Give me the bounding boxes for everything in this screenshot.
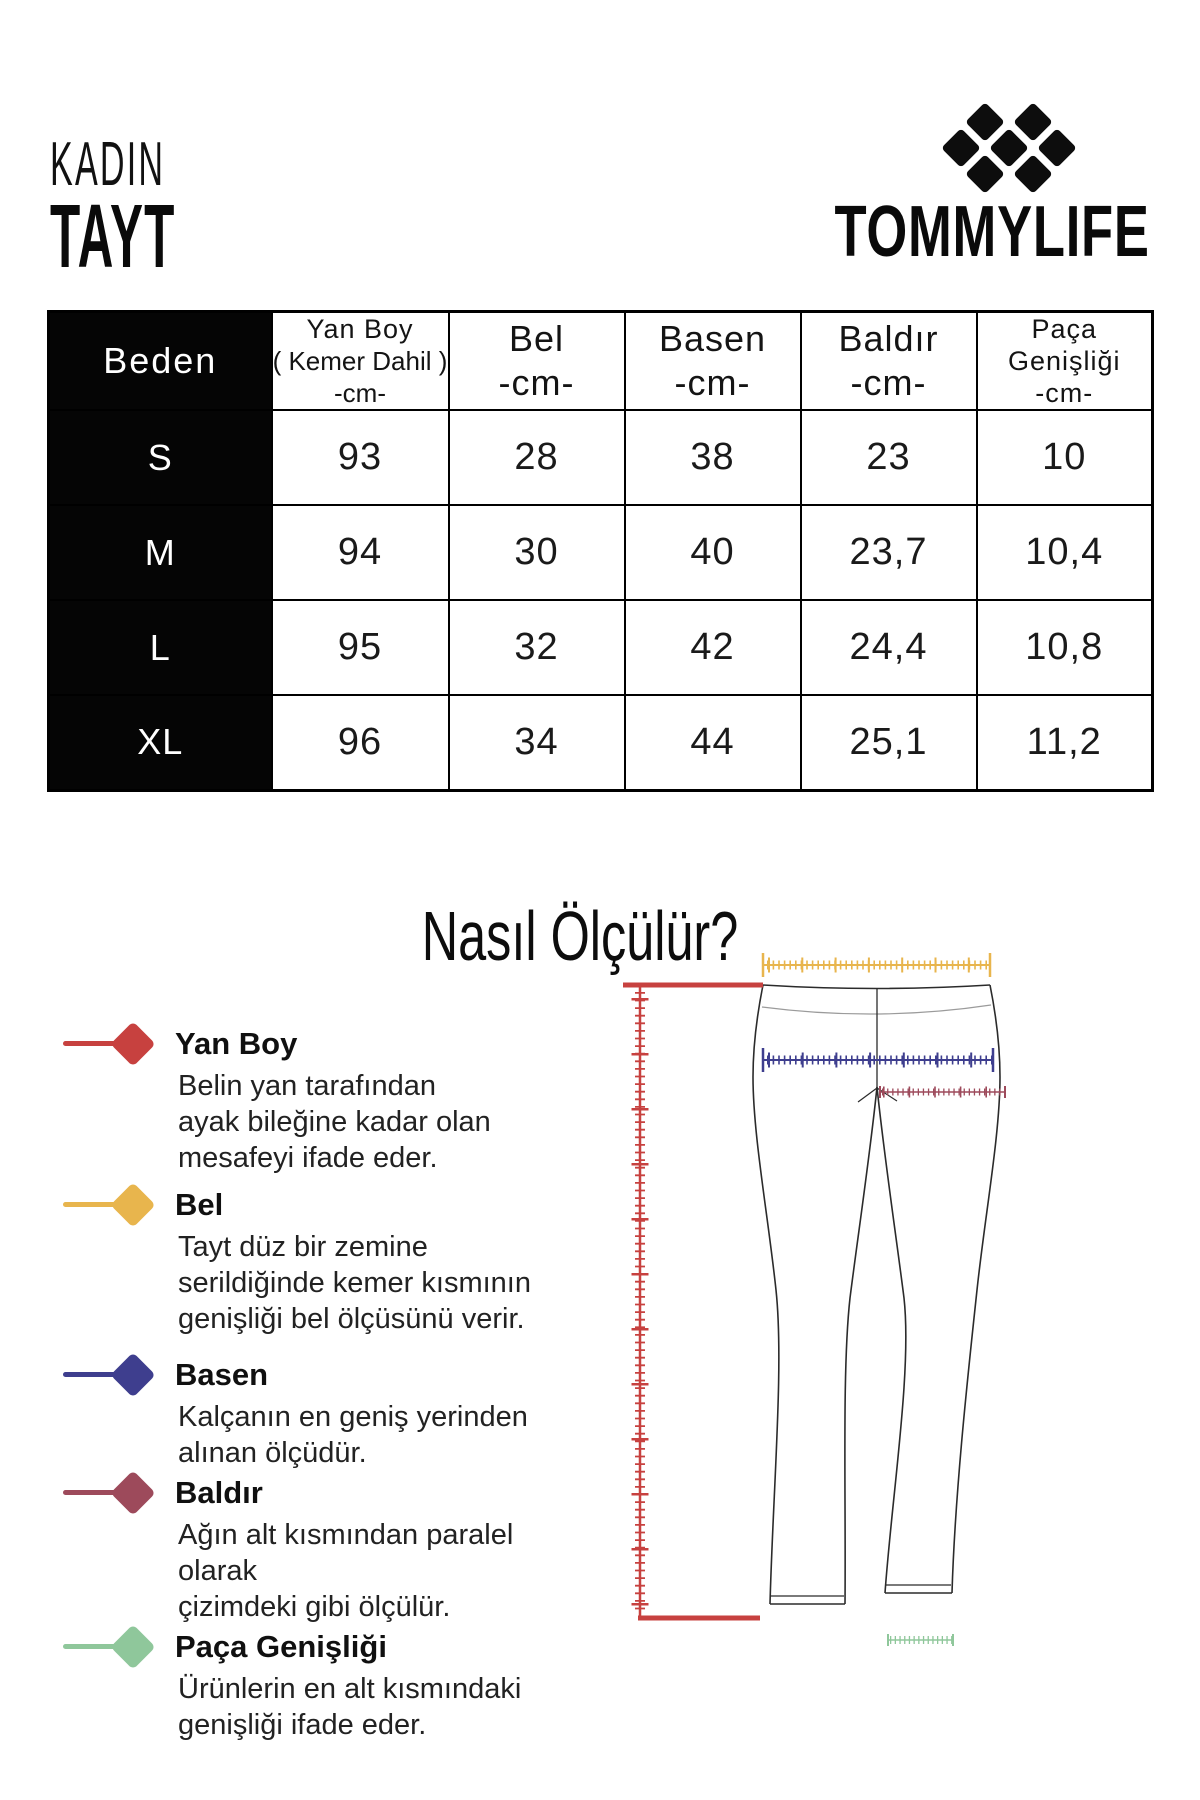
value-cell: 23,7	[801, 505, 977, 600]
legend-desc-line: mesafeyi ifade eder.	[178, 1142, 438, 1174]
value-cell: 44	[625, 695, 801, 790]
value-cell: 96	[272, 695, 449, 790]
table-corner-header: Beden	[49, 312, 272, 411]
legend-desc-line: Kalçanın en geniş yerinden	[178, 1401, 528, 1433]
value-cell: 28	[449, 410, 625, 505]
legend-line	[63, 1372, 118, 1377]
brand-logo-diamond-cluster-icon	[940, 98, 1080, 198]
value-cell: 10,4	[977, 505, 1153, 600]
logo-diamond-icon	[941, 128, 981, 168]
value-cell: 25,1	[801, 695, 977, 790]
value-cell: 30	[449, 505, 625, 600]
diamond-marker-icon	[110, 1352, 155, 1397]
value-cell: 93	[272, 410, 449, 505]
value-cell: 95	[272, 600, 449, 695]
column-header-bel: Bel -cm-	[449, 312, 625, 411]
legend-item-yan-boy	[60, 1024, 540, 1176]
brand-name: TOMMYLIFE	[834, 192, 1150, 272]
size-label: XL	[49, 695, 272, 790]
legend-term: Paça Genişliği	[175, 1629, 387, 1664]
measure-legend	[60, 1024, 540, 1743]
legend-term: Basen	[175, 1357, 269, 1392]
value-cell: 11,2	[977, 695, 1153, 790]
section-title: Nasıl Ölçülür?	[421, 897, 739, 975]
legend-desc-line: genişliği bel ölçüsünü verir.	[178, 1303, 525, 1335]
category-title: KADIN	[50, 130, 166, 199]
value-cell: 94	[272, 505, 449, 600]
legend-term: Baldır	[175, 1475, 263, 1510]
logo-diamond-icon	[965, 102, 1005, 142]
legend-term: Bel	[175, 1187, 224, 1222]
legend-desc-line: alınan ölçüdür.	[178, 1437, 367, 1469]
table-header-row	[49, 312, 1153, 411]
size-label: S	[49, 410, 272, 505]
diamond-marker-icon	[110, 1624, 155, 1669]
logo-diamond-icon	[1013, 154, 1053, 194]
value-cell: 34	[449, 695, 625, 790]
column-header-basen: Basen -cm-	[625, 312, 801, 411]
paca-genisligi-ruler	[888, 1634, 953, 1646]
legend-line	[63, 1202, 118, 1207]
legend-item-bel	[60, 1185, 540, 1337]
value-cell: 10	[977, 410, 1153, 505]
table-row	[49, 695, 1153, 790]
legend-line	[63, 1644, 118, 1649]
product-title: TAYT	[50, 187, 176, 287]
size-label: L	[49, 600, 272, 695]
yan-boy-ruler	[623, 985, 763, 1618]
legend-desc-line: Tayt düz bir zemine	[178, 1231, 428, 1263]
logo-diamond-icon	[965, 154, 1005, 194]
logo-diamond-icon	[1037, 128, 1077, 168]
diamond-marker-icon	[110, 1021, 155, 1066]
table-row	[49, 410, 1153, 505]
legend-item-paca-genisligi	[60, 1627, 540, 1743]
legend-desc-line: çizimdeki gibi ölçülür.	[178, 1591, 451, 1623]
size-label: M	[49, 505, 272, 600]
size-chart-table	[47, 310, 1154, 792]
legend-line	[63, 1041, 118, 1046]
value-cell: 23	[801, 410, 977, 505]
value-cell: 38	[625, 410, 801, 505]
table-row	[49, 600, 1153, 695]
column-header-paca-genisligi: Paça Genişliği -cm-	[977, 312, 1153, 411]
leggings-outline	[753, 985, 1000, 1604]
legend-desc-line: Belin yan tarafından	[178, 1070, 436, 1102]
value-cell: 10,8	[977, 600, 1153, 695]
basen-ruler	[763, 1048, 993, 1072]
logo-diamond-icon	[1013, 102, 1053, 142]
leggings-diagram	[540, 950, 1040, 1670]
bel-ruler	[763, 953, 990, 977]
value-cell: 42	[625, 600, 801, 695]
legend-line	[63, 1490, 118, 1495]
legend-desc-line: Ağın alt kısmından paralel olarak	[178, 1519, 514, 1587]
diamond-marker-icon	[110, 1470, 155, 1515]
logo-diamond-icon	[989, 128, 1029, 168]
legend-item-baldir	[60, 1473, 540, 1625]
baldir-ruler	[879, 1086, 1006, 1098]
legend-term: Yan Boy	[175, 1026, 298, 1061]
value-cell: 40	[625, 505, 801, 600]
value-cell: 24,4	[801, 600, 977, 695]
legend-desc-line: ayak bileğine kadar olan	[178, 1106, 491, 1138]
legend-desc-line: serildiğinde kemer kısmının	[178, 1267, 531, 1299]
legend-item-basen	[60, 1355, 540, 1471]
legend-desc-line: Ürünlerin en alt kısmındaki	[178, 1673, 522, 1705]
legend-desc-line: genişliği ifade eder.	[178, 1709, 427, 1741]
table-row	[49, 505, 1153, 600]
value-cell: 32	[449, 600, 625, 695]
diamond-marker-icon	[110, 1182, 155, 1227]
column-header-yan-boy: Yan Boy ( Kemer Dahil ) -cm-	[272, 312, 449, 411]
column-header-baldir: Baldır -cm-	[801, 312, 977, 411]
